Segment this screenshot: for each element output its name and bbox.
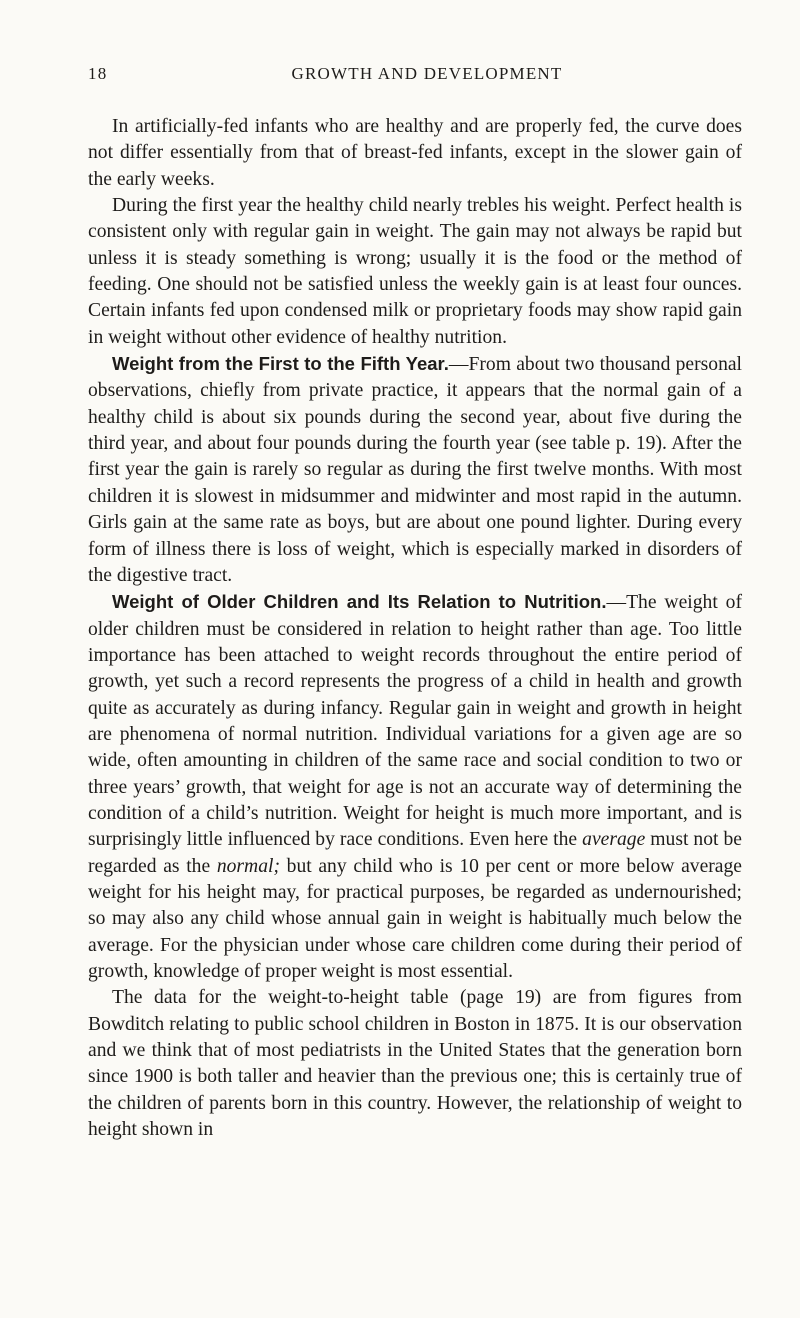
body-text bbox=[88, 114, 742, 1143]
paragraph-text: The data for the weight-to-height table (page 19) are from figures from Bowditch relating to public school children in Boston in 1875. It is our observation and we think that of most pediatrists in the United States that the generation born since 1900 is both taller and heavier than the previous one; this is certainly true of the children of parents born in this country. However, the relationship of weight to height shown in bbox=[88, 987, 742, 1141]
running-head bbox=[88, 64, 742, 88]
paragraph-text: —From about two thousand personal observations, chiefly from private practice, it appears that the normal gain of a healthy child is about six pounds during the second year, about five during the third year, and about four pounds during the fourth year (see table p. 19). After the first year the gain is rarely so regular as during the first twelve months. With most children it is slowest in midsummer and midwinter and most rapid in the autumn. Girls gain at the same rate as boys, but are about one pound lighter. During every form of illness there is loss of weight, which is especially marked in disorders of the digestive tract. bbox=[88, 354, 743, 586]
paragraph-artificial-feeding bbox=[88, 114, 742, 193]
paragraph-older-children bbox=[88, 589, 742, 985]
section-heading-older-children: Weight of Older Children and Its Relation to Nutrition. bbox=[112, 591, 607, 613]
paragraph-text: During the first year the healthy child nearly trebles his weight. Perfect health is consistent only with regular gain in weight. The gain may not always be rapid but unless it is steady something is wrong; usually it is the food or the method of feeding. One should not be satisfied unless the weekly gain is at least four ounces. Certain infants fed upon condensed milk or proprietary foods may show rapid gain in weight without other evidence of healthy nutrition. bbox=[88, 195, 742, 348]
paragraph-text: but any child who is 10 per cent or more below average weight for his height may, for practical purposes, be regarded as undernourished; so may also any child whose annual gain in weight is habitually much below the average. For the physician under whose care children come during their period of growth, knowledge of proper weight is most essential. bbox=[88, 855, 742, 982]
paragraph-text: must not be regarded as the bbox=[88, 829, 742, 877]
page-number: 18 bbox=[88, 64, 108, 83]
paragraph-data-source bbox=[88, 985, 742, 1143]
paragraph-text: In artificially-fed infants who are healthy and are properly fed, the curve does not differ essentially from that of breast-fed infants, except in the slower gain of the early weeks. bbox=[88, 116, 742, 190]
paragraph-text: —The weight of older children must be considered in relation to height rather than age. Too little importance has been attached to weight records throughout the entire period of growth, yet such a record represents the progress of a child in health and growth quite as accurately as during infancy. Regular gain in weight and growth in height are phenomena of normal nutrition. Individual variations for a given age are so wide, often amounting in children of the same race and social condition to two or three years’ growth, that weight for age is not an accurate way of determining the condition of a child’s nutrition. Weight for height is much more important, and is surprisingly little influenced by race conditions. Even here the bbox=[88, 592, 742, 851]
running-title: GROWTH AND DEVELOPMENT bbox=[291, 64, 563, 83]
emphasis-normal: normal; bbox=[216, 855, 280, 877]
section-heading-first-to-fifth-year: Weight from the First to the Fifth Year. bbox=[112, 353, 449, 375]
paragraph-first-year bbox=[88, 193, 742, 351]
paragraph-first-to-fifth-year bbox=[88, 351, 742, 589]
emphasis-average: average bbox=[582, 829, 646, 851]
